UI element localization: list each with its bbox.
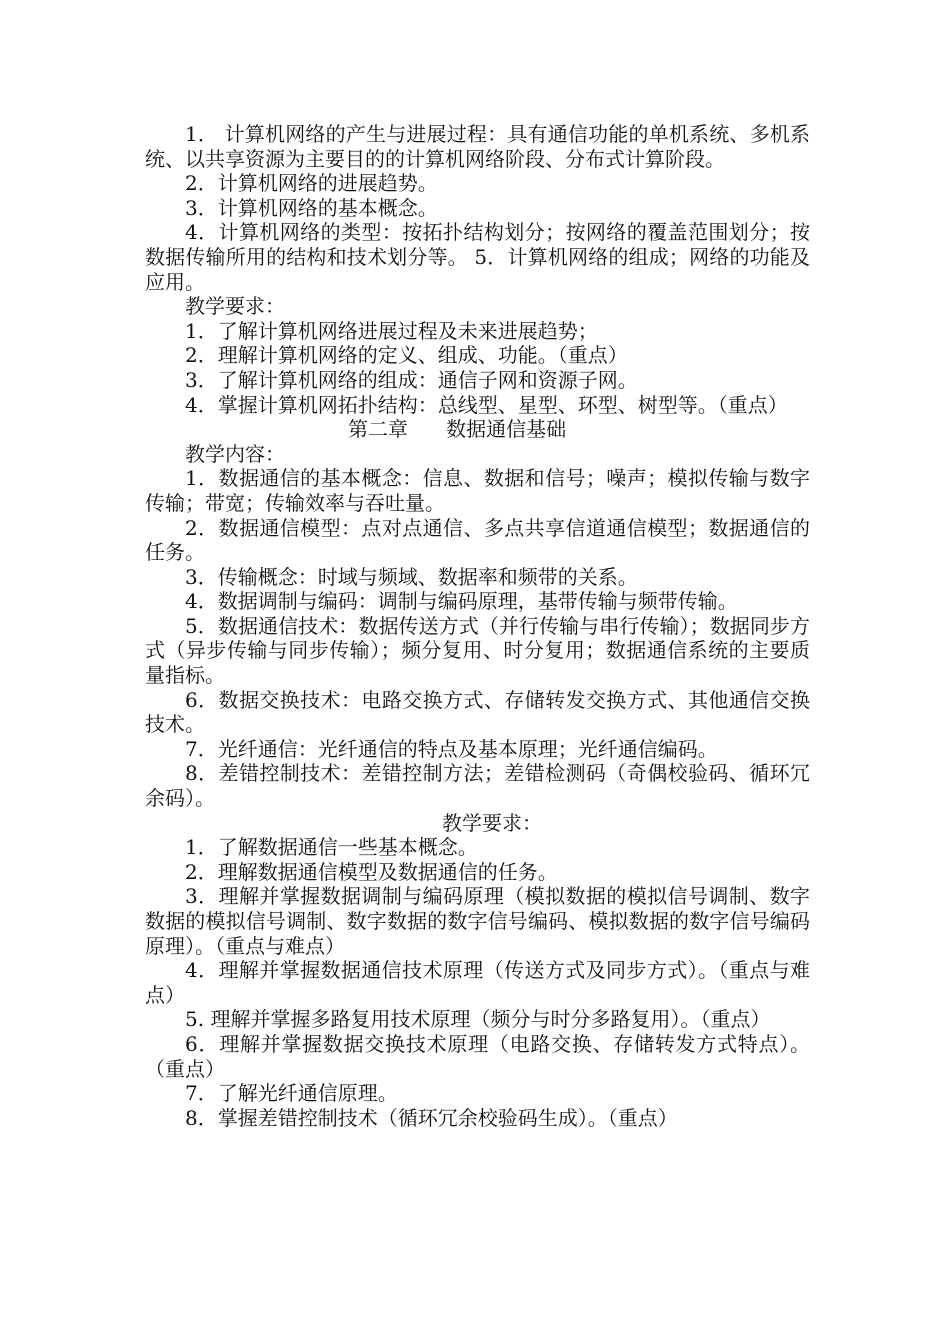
part1-item-1: 1． 计算机网络的产生与进展过程：具有通信功能的单机系统、多机系统、以共享资源为主要目的的计算机网络阶段、分布式计算阶段。 xyxy=(145,122,810,171)
part1-requirement-1: 1．了解计算机网络进展过程及未来进展趋势； xyxy=(185,318,598,343)
chapter2-content-1: 1．数据通信的基本概念：信息、数据和信号；噪声；模拟传输与数字传输；带宽；传输效率与吞吐量。 xyxy=(145,466,810,515)
chapter2-content-4: 4．数据调制与编码：调制与编码原理，基带传输与频带传输。 xyxy=(185,589,738,614)
part1-requirement-3: 3．了解计算机网络的组成：通信子网和资源子网。 xyxy=(185,367,638,392)
part1-item-3: 3．计算机网络的基本概念。 xyxy=(185,195,438,220)
chapter2-requirement-5: 5. 理解并掌握多路复用技术原理（频分与时分多路复用）。（重点） xyxy=(185,1007,771,1032)
part1-requirement-2: 2．理解计算机网络的定义、组成、功能。（重点） xyxy=(185,343,628,368)
chapter2-requirement-1: 1．了解数据通信一些基本概念。 xyxy=(185,835,478,860)
chapter-title: 第二章 数据通信基础 xyxy=(348,417,567,442)
chapter2-requirement-2: 2．理解数据通信模型及数据通信的任务。 xyxy=(185,859,558,884)
chapter2-requirement-7: 7．了解光纤通信原理。 xyxy=(185,1081,398,1106)
chapter2-requirement-8: 8．掌握差错控制技术（循环冗余校验码生成）。（重点） xyxy=(185,1105,678,1130)
chapter2-content-7: 7．光纤通信：光纤通信的特点及基本原理；光纤通信编码。 xyxy=(185,736,718,761)
part1-requirements-heading: 教学要求： xyxy=(185,294,285,319)
part1-item-2: 2．计算机网络的进展趋势。 xyxy=(185,171,438,196)
chapter2-requirements-heading: 教学要求： xyxy=(442,810,542,835)
chapter2-requirement-3: 3．理解并掌握数据调制与编码原理（模拟数据的模拟信号调制、数字数据的模拟信号调制、数字数据的数字信号编码、模拟数据的数字信号编码原理）。（重点与难点） xyxy=(145,884,810,958)
chapter2-content-3: 3．传输概念：时域与频域、数据率和频带的关系。 xyxy=(185,564,638,589)
content-heading: 教学内容： xyxy=(185,441,285,466)
chapter2-content-5: 5．数据通信技术：数据传送方式（并行传输与串行传输）；数据同步方式（异步传输与同步传输）；频分复用、时分复用；数据通信系统的主要质量指标。 xyxy=(145,613,810,688)
chapter2-requirement-6: 6．理解并掌握数据交换技术原理（电路交换、存储转发方式特点）。（重点） xyxy=(145,1031,810,1081)
part1-item-4: 4．计算机网络的类型：按拓扑结构划分；按网络的覆盖范围划分；按数据传输所用的结构和技术划分等。 5．计算机网络的组成；网络的功能及应用。 xyxy=(145,220,810,294)
document-body xyxy=(145,122,810,1130)
chapter2-content-2: 2．数据通信模型：点对点通信、多点共享信道通信模型；数据通信的任务。 xyxy=(145,515,810,565)
chapter2-content-6: 6．数据交换技术：电路交换方式、存储转发交换方式、其他通信交换技术。 xyxy=(145,687,810,737)
part1-requirement-4: 4．掌握计算机网拓扑结构：总线型、星型、环型、树型等。（重点） xyxy=(185,392,788,417)
chapter2-content-8: 8．差错控制技术：差错控制方法；差错检测码（奇偶校验码、循环冗余码）。 xyxy=(145,761,810,811)
chapter2-requirement-4: 4．理解并掌握数据通信技术原理（传送方式及同步方式）。（重点与难点） xyxy=(145,958,810,1007)
